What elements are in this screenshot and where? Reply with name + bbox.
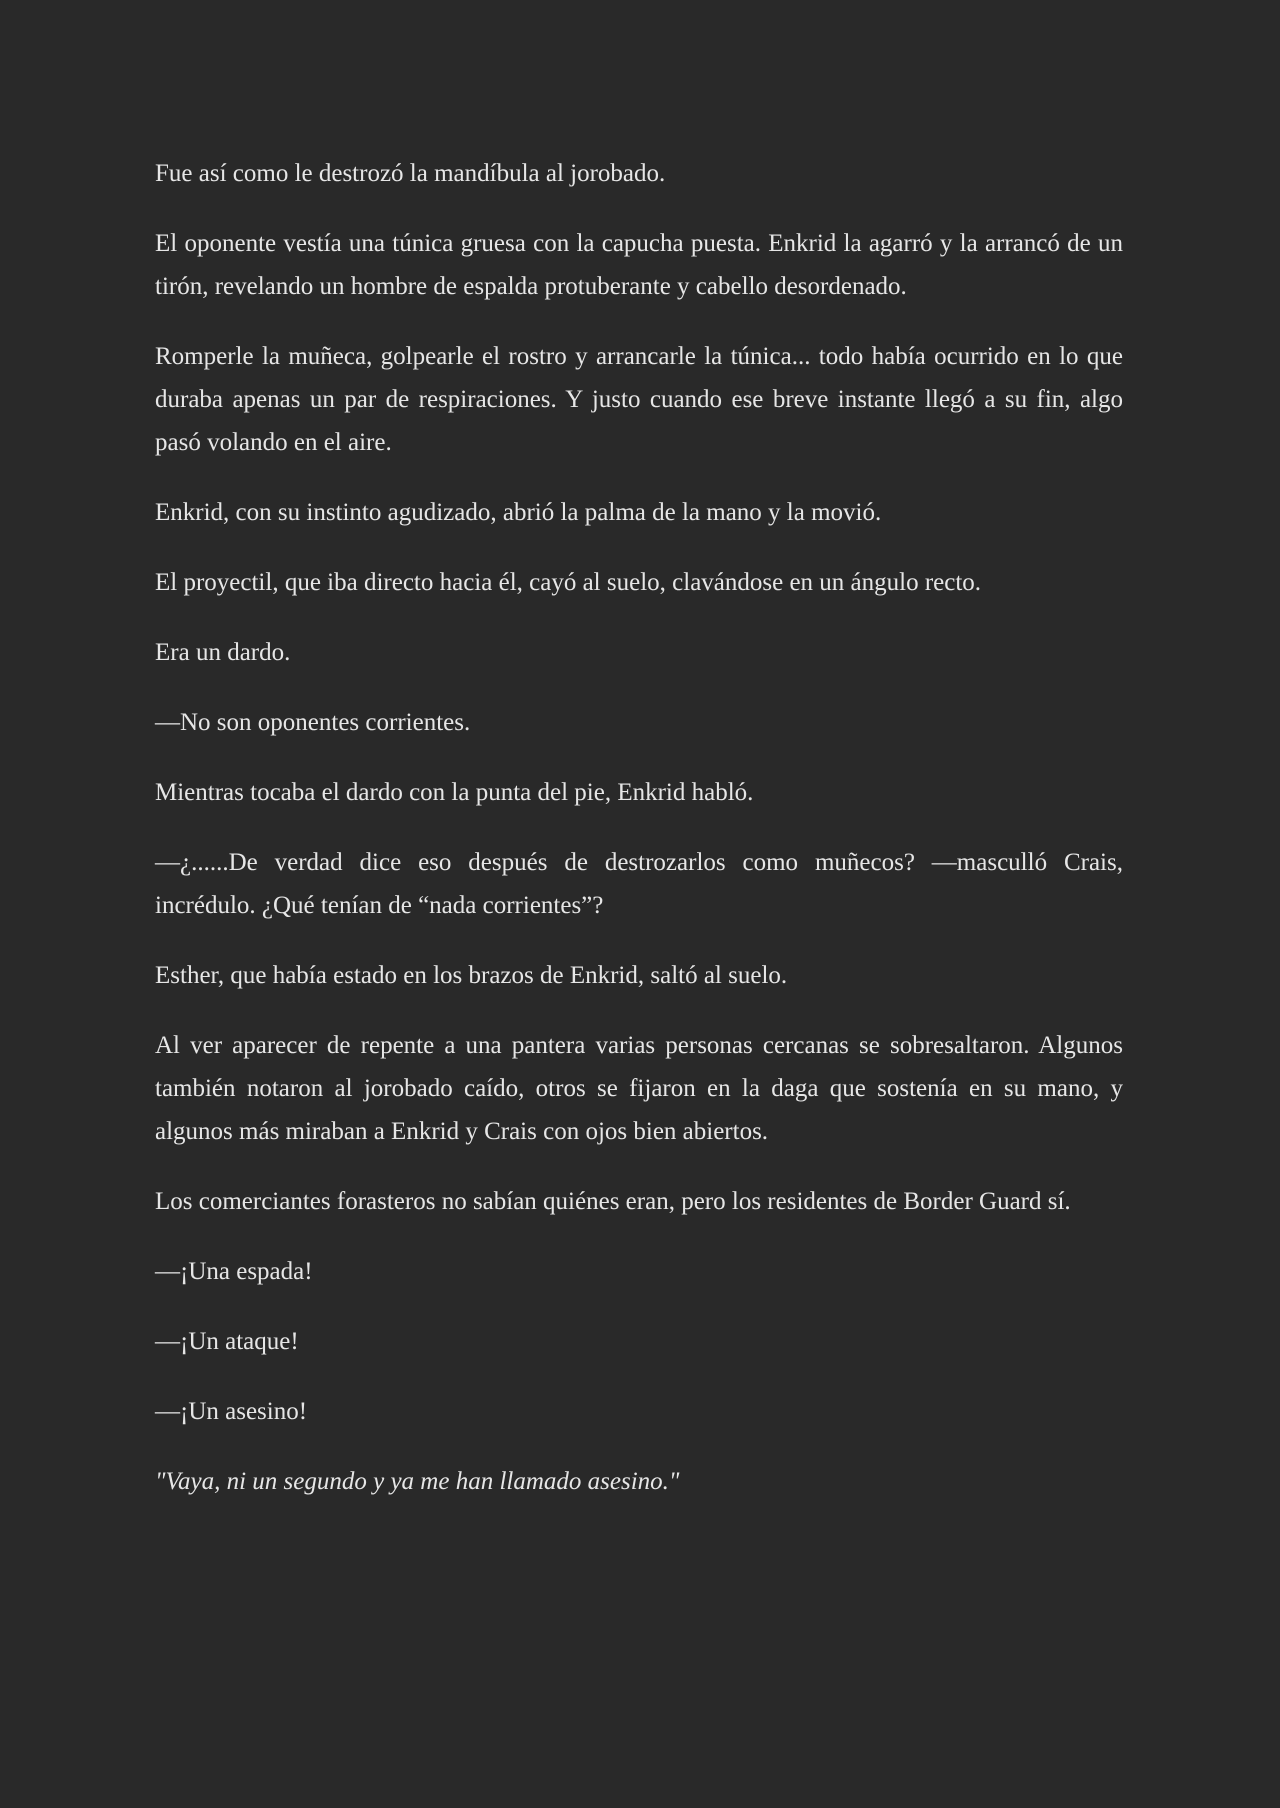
paragraph: Al ver aparecer de repente a una pantera varias personas cercanas se sobresaltaron. Algunos también notaron al jorobado caído, otros se fijaron en la daga que sostenía en su mano, y algunos más miraban a Enkrid y Crais con ojos bien abiertos. xyxy=(155,1032,1123,1145)
dialogue-line: —¡Una espada! xyxy=(155,1258,313,1285)
paragraph: Era un dardo. xyxy=(155,639,291,666)
paragraph: El oponente vestía una túnica gruesa con la capucha puesta. Enkrid la agarró y la arrancó de un tirón, revelando un hombre de espalda protuberante y cabello desordenado. xyxy=(155,230,1123,300)
paragraph: Romperle la muñeca, golpearle el rostro y arrancarle la túnica... todo había ocurrido en lo que duraba apenas un par de respiraciones. Y justo cuando ese breve instante llegó a su fin, algo pasó volando en el aire. xyxy=(155,343,1123,456)
paragraph: Mientras tocaba el dardo con la punta del pie, Enkrid habló. xyxy=(155,779,754,806)
dialogue-line: —No son oponentes corrientes. xyxy=(155,709,471,736)
paragraph: Fue así como le destrozó la mandíbula al jorobado. xyxy=(155,160,666,187)
paragraph: Esther, que había estado en los brazos de Enkrid, saltó al suelo. xyxy=(155,962,788,989)
reader-text xyxy=(155,152,1123,1530)
dialogue-line: —¡Un asesino! xyxy=(155,1398,308,1425)
thought-line: "Vaya, ni un segundo y ya me han llamado asesino." xyxy=(155,1468,680,1495)
paragraph: Enkrid, con su instinto agudizado, abrió la palma de la mano y la movió. xyxy=(155,499,882,526)
paragraph: El proyectil, que iba directo hacia él, cayó al suelo, clavándose en un ángulo recto. xyxy=(155,569,982,596)
dialogue-line: —¿......De verdad dice eso después de destrozarlos como muñecos? —masculló Crais, incrédulo. ¿Qué tenían de “nada corrientes”? xyxy=(155,849,1123,919)
paragraph: Los comerciantes forasteros no sabían quiénes eran, pero los residentes de Border Guard sí. xyxy=(155,1188,1071,1215)
dialogue-line: —¡Un ataque! xyxy=(155,1328,299,1355)
